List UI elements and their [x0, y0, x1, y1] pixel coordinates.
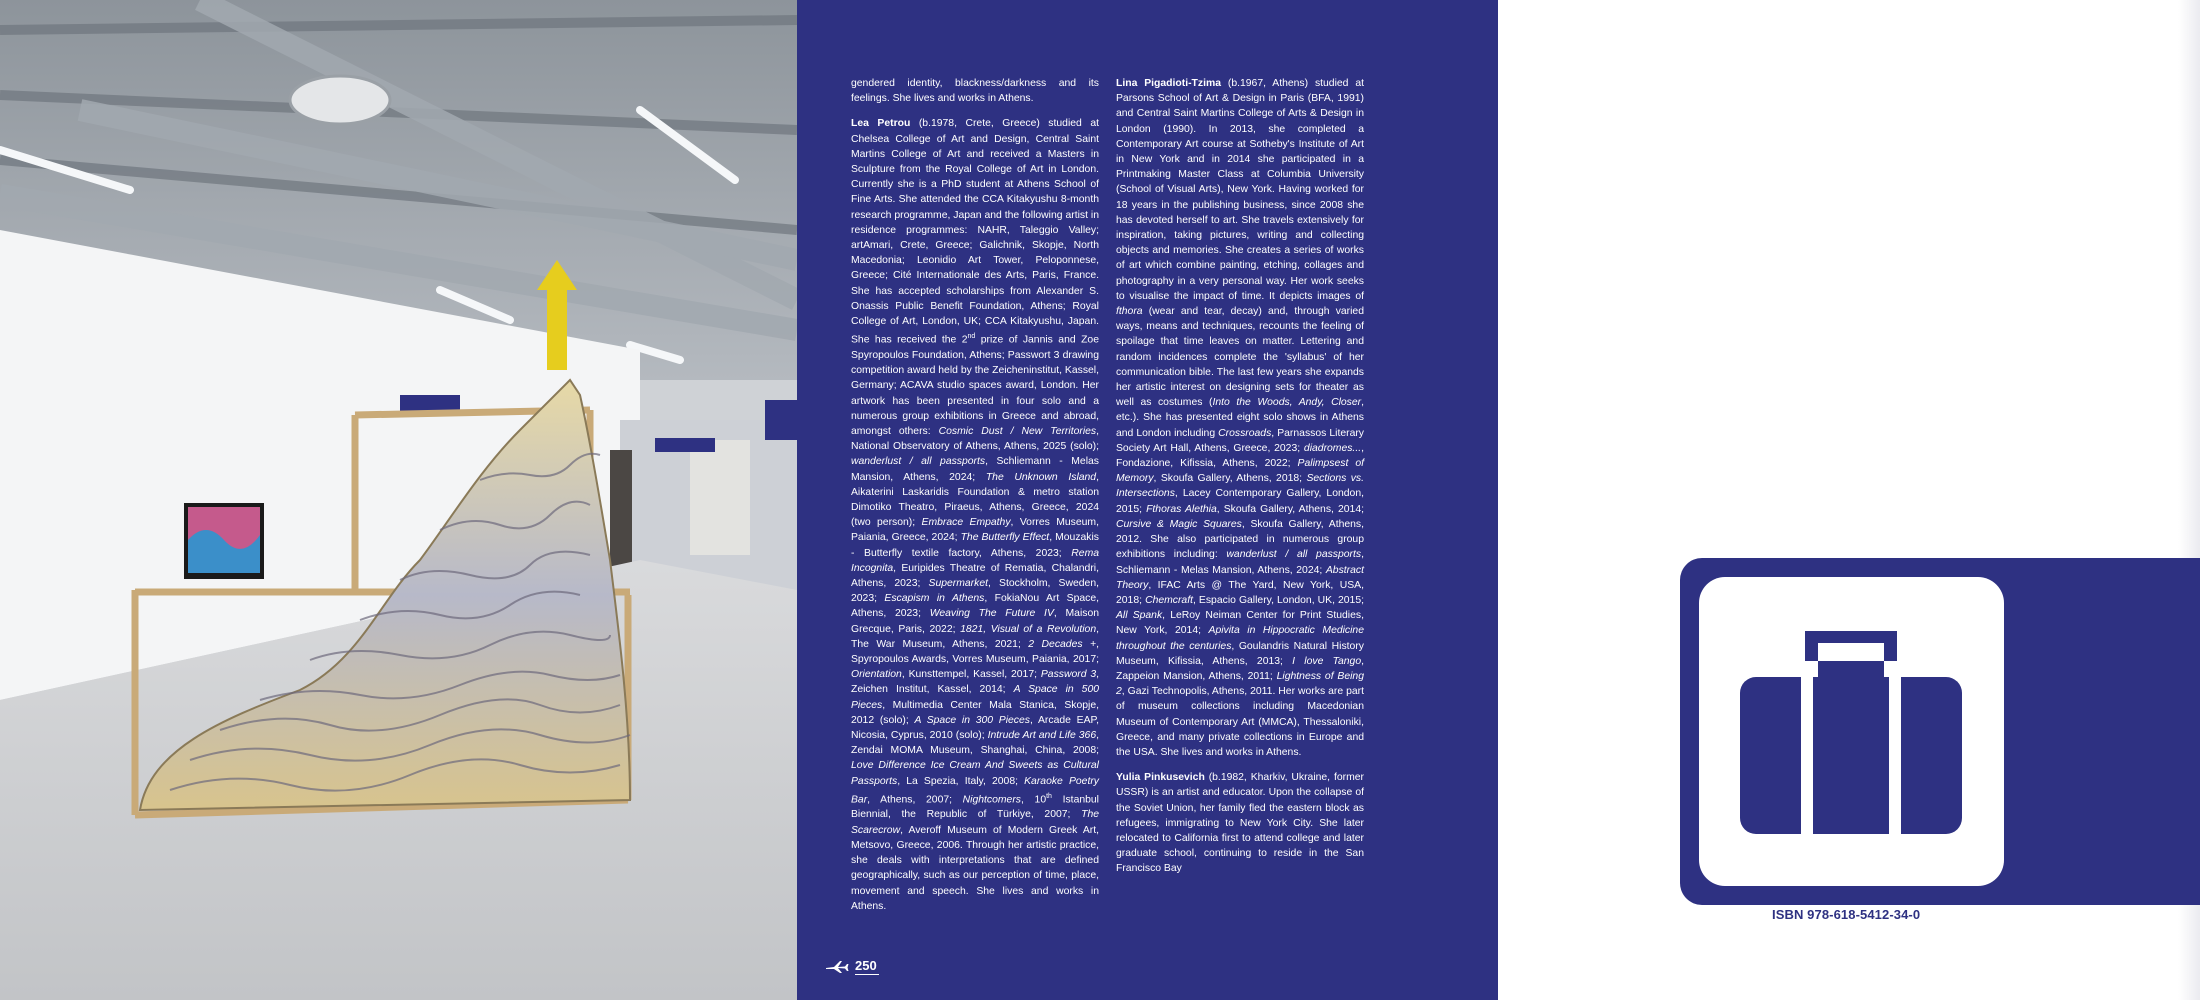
paragraph-continuation [851, 76, 1099, 106]
left-text-column [851, 76, 1099, 924]
bio-text: , Averoff Museum of Modern Greek Art, Metsovo, Greece, 2006. Through her artistic practice, she deals with interpretations that are defined geographically, such as our perception of time, place, movement and speech. She lives and works in Athens. [851, 824, 1099, 912]
artist-name: Lina Pigadioti-Tzima [1116, 78, 1221, 89]
artist-name: Lea Petrou [851, 118, 911, 130]
bio-text: , Schliemann - Melas Mansion, Athens, 2024; [851, 456, 1099, 483]
exhibition-title: The Scarecrow [851, 809, 1099, 836]
bio-text: , The War Museum, Athens, 2021; [851, 623, 1100, 650]
exhibition-title: wanderlust / all passports [1226, 549, 1362, 561]
bio-text: (b.1982, Kharkiv, Ukraine, former USSR) is an artist and educator. Upon the collapse of the Soviet Union, her family fled the eastern block as refugees, immigrating to New York City. She later relocated to California first to attend college and later graduate school, continuing to reside in the San Francisco Bay [1116, 772, 1364, 875]
bio-text: prize of Jannis and Zoe Spyropoulos Foundation, Athens; Passwort 3 drawing competition award held by the Zeicheninstitut, Kassel, Germany; ACAVA studio spaces award, London. Her artwork has been presented in four solo and a numerous group exhibitions in Greece and abroad, amongst others: [851, 334, 1099, 437]
exhibition-title: Weaving The Future IV [929, 608, 1054, 620]
exhibition-title: Fthoras Alethia [1146, 503, 1217, 515]
bio-text: , Arcade EAP, Nicosia, Cyprus, 2010 (solo); [851, 714, 1099, 741]
paragraph-lina-pigadioti-tzima [1116, 76, 1364, 760]
exhibition-title: diadromes... [1303, 442, 1362, 454]
bio-text: , Zeichen Institut, Kassel, 2014; [851, 669, 1100, 696]
bio-text: (b.1978, Crete, Greece) studied at Chelsea College of Art and Design, Central Saint Martins College of Art and received a Masters in Sculpture from the Royal College of Art in London. Currently she is a PhD student at Athens School of Fine Arts. She attended the CCA Kitakyushu 8-month research programme, Japan and the following artist in residence programmes: NAHR, Taleggio Valley; artAmari, Crete, Greece; Galichnik, Skopje, North Macedonia; Leonidio Art Tower, Peloponnese, Greece; Cité Internationale des Arts, Paris, France. She has accepted scholarships from Alexander S. Onassis Public Benefit Foundation, Athens; Royal College of Art, London, UK; CCA Kitakyushu, Japan. She has received the 2 [851, 118, 1099, 346]
paragraph-lea-petrou [851, 116, 1099, 914]
bio-text: , Schliemann - Melas Mansion, Athens, 2024; [1116, 549, 1364, 576]
exhibition-title: Crossroads [1218, 427, 1272, 439]
exhibition-title: The Butterfly Effect [960, 532, 1050, 544]
bio-text: , 10 [1021, 794, 1047, 806]
bio-text: , Espacio Gallery, London, UK, 2015; [1193, 594, 1365, 606]
exhibition-title: I love Tango [1292, 655, 1362, 667]
bio-text: , Maison Grecque, Paris, 2022; [851, 608, 1100, 635]
exhibition-title: Abstract Theory [1116, 564, 1364, 591]
bio-text: , etc.). She has presented eight solo shows in Athens and London including [1116, 397, 1364, 439]
bio-text: , National Observatory of Athens, Athens, 2025 (solo); [851, 425, 1099, 453]
bio-text: , Euripides Theatre of Rematia, Chalandri, Athens, 2023; [851, 562, 1099, 589]
bio-text: , Fondazione, Kifissia, Athens, 2022; [1116, 442, 1364, 470]
exhibition-title: Cosmic Dust / New Territories [938, 425, 1097, 437]
bio-text: , LeRoy Neiman Center for Print Studies, New York, 2014; [1116, 610, 1364, 637]
exhibition-title: Sections vs. Intersections [1116, 473, 1364, 500]
artist-name: Yulia Pinkusevich [1116, 772, 1205, 784]
exhibition-title: Lightness of Being 2 [1116, 670, 1364, 698]
back-cover [1498, 0, 2200, 1000]
bio-text: , Gazi Technopolis, Athens, 2011. Her works are part of museum collections including Macedonian Museum of Contemporary Art (MMCA), Thessaloniki, Greece, and many private collections in Europe and the USA. She lives and works in Athens. [1116, 686, 1364, 758]
page-number: 250 [855, 958, 877, 973]
bio-text: , Skoufa Gallery, Athens, 2012. She also participated in numerous group exhibitions including: [1116, 518, 1364, 561]
exhibition-title: Karaoke Poetry Bar [851, 775, 1099, 806]
exhibition-title: Supermarket [928, 577, 988, 589]
bio-text: , Skoufa Gallery, Athens, 2018; [1153, 473, 1307, 485]
exhibition-title: wanderlust / all passports [851, 456, 986, 468]
exhibition-title: A Space in 500 Pieces [851, 684, 1100, 711]
exhibition-title: All Spank [1116, 610, 1163, 622]
isbn-number: ISBN 978-618-5412-34-0 [1772, 907, 1921, 922]
bio-text: , Goulandris Natural History Museum, Kifissia, Athens, 2013; [1116, 640, 1364, 667]
exhibition-photo [0, 0, 797, 1000]
bio-text: , Zappeion Mansion, Athens, 2011; [1116, 655, 1365, 682]
page-footer [825, 958, 879, 975]
exhibition-title: Intrude Art and Life 366 [987, 730, 1097, 741]
bio-text: , Zendai MOMA Museum, Shanghai, China, 2008; [851, 730, 1099, 757]
exhibition-title: The Unknown Island [985, 471, 1097, 483]
exhibition-title: Password 3 [1040, 669, 1097, 681]
exhibition-title: Love Difference Ice Cream And Sweets as Cultural Passports [851, 760, 1099, 787]
exhibition-title: Into the Woods, Andy, Closer [1212, 397, 1362, 409]
bio-text: , Athens, 2007; [867, 794, 963, 806]
exhibition-title: Cursive & Magic Squares [1116, 518, 1242, 530]
exhibition-title: 1821, Visual of a Revolution [960, 623, 1097, 635]
exhibition-title: Orientation [851, 669, 902, 681]
bio-text: , Skoufa Gallery, Athens, 2014; [1216, 503, 1364, 515]
bio-text: , FokiaNou Art Space, Athens, 2023; [851, 593, 1099, 620]
exhibition-title: fthora [1116, 306, 1143, 318]
bio-text: , Multimedia Center Mala Stanica, Skopje, 2012 (solo); [851, 699, 1099, 726]
bio-text: (b.1967, Athens) studied at Parsons School of Art & Design in Paris (BFA, 1991) and Central Saint Martins College of Arts & Design in London (1990). In 2013, she completed a Contemporary Art course at Sotheby's Institute of Art in New York and in 2014 she participated in a Printmaking Master Class at Columbia University (School of Visual Arts), New York. Having worked for 18 years in the publishing business, since 2008 she has devoted herself to art. She travels extensively for inspiration, taking pictures, writing and collecting objects and memories. She creates a series of works of art which combine painting, etching, collages and photography in a very personal way. Her work seeks to visualise the impact of time. It depicts images of [1116, 78, 1364, 302]
right-text-column [1116, 76, 1364, 887]
airplane-icon [825, 960, 849, 974]
exhibition-title: Escapism in Athens [884, 593, 985, 605]
bio-text: , La Spezia, Italy, 2008; [897, 775, 1025, 787]
exhibition-title: Chemcraft [1145, 594, 1193, 606]
exhibition-title: Embrace Empathy [921, 517, 1011, 529]
superscript: th [1046, 792, 1052, 800]
superscript: nd [967, 333, 976, 341]
biography-page [797, 0, 1498, 1000]
paragraph-text: gendered identity, blackness/darkness and its feelings. She lives and works in Athens. [851, 78, 1099, 105]
bio-text: Istanbul Biennial, the Republic of Türkiye, 2007; [851, 794, 1099, 821]
bio-text: , IFAC Arts @ The Yard, New York, USA, 2018; [1116, 579, 1364, 606]
paragraph-yulia-pinkusevich [1116, 770, 1364, 876]
exhibition-title: Nightcomers [962, 794, 1021, 806]
suitcase-icon [1699, 577, 2004, 886]
exhibition-title: A Space in 300 Pieces [914, 714, 1030, 726]
exhibition-title: Apivita in Hippocratic Medicine throughout the centuries [1116, 625, 1364, 652]
bio-text: , Mouzakis - Butterfly textile factory, Athens, 2023; [851, 532, 1099, 559]
exhibition-title: Palimpsest of Memory [1116, 458, 1365, 485]
bio-text: , Stockholm, Sweden, 2023; [851, 577, 1099, 605]
bio-text: , Aikaterini Laskaridis Foundation & metro station Dimotiko Theatro, Piraeus, Athens, Greece, 2024 (two person); [851, 471, 1099, 529]
bio-text: , Kunsttempel, Kassel, 2017; [901, 669, 1041, 681]
suitcase-card [1699, 577, 2004, 886]
bio-text: , Vorres Museum, Paiania, Greece, 2024; [851, 517, 1099, 544]
bio-text: , Parnassos Literary Society Art Hall, Athens, Greece, 2023; [1116, 427, 1365, 454]
exhibition-photo-illustration [0, 0, 797, 1000]
bio-text: (wear and tear, decay) and, through varied ways, means and techniques, recounts the feeling of spoilage that time leaves on matter. Lettering and random incidences complete the 'syllabus' of her communication bible. The last few years she expands her artistic interest on designing sets for theater as well as costumes ( [1116, 306, 1364, 409]
bio-text: , Lacey Contemporary Gallery, London, 2015; [1116, 488, 1364, 515]
exhibition-title: Rema Incognita [851, 547, 1099, 574]
exhibition-title: 2 Decades + [1028, 638, 1097, 650]
bio-text: , Spyropoulos Awards, Vorres Museum, Paiania, 2017; [851, 638, 1099, 665]
